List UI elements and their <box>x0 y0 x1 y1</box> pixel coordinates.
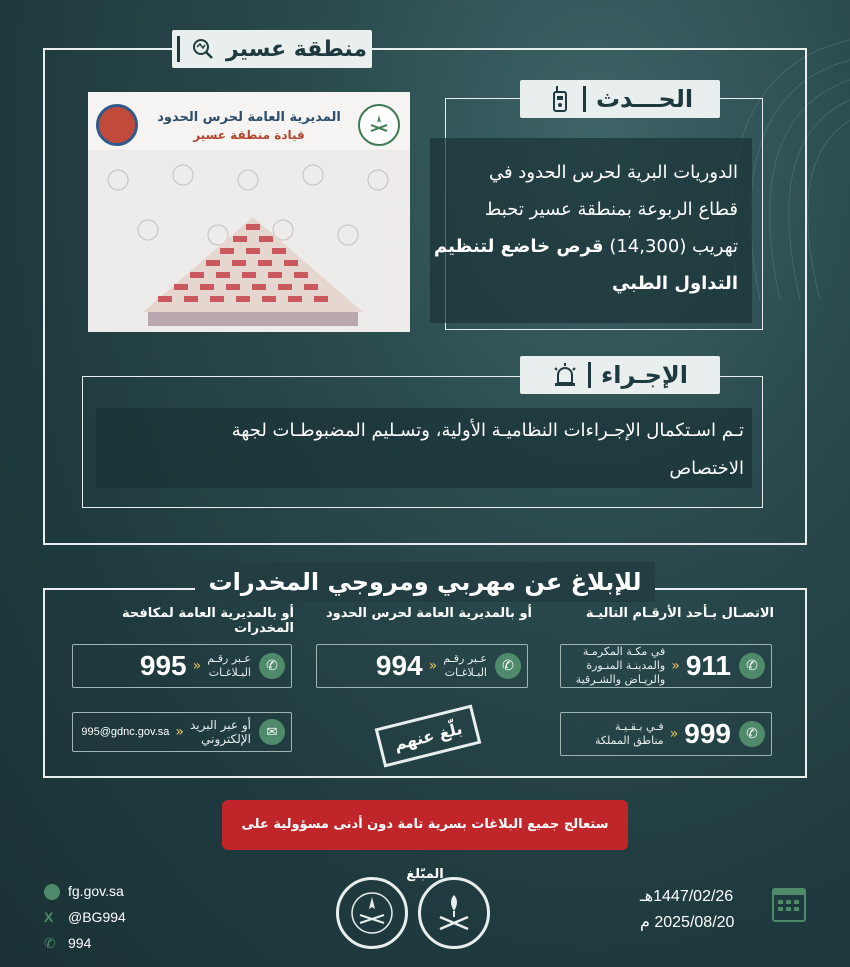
map-search-icon <box>190 36 216 62</box>
region-title: منطقة عسير <box>226 36 367 62</box>
email-box[interactable] <box>72 712 292 752</box>
event-line-4: التداول الطبي <box>612 273 738 294</box>
chevron-double-icon: « <box>428 658 438 674</box>
phone-icon: ✆ <box>259 653 285 679</box>
tag-divider <box>177 36 180 62</box>
action-title: الإجـراء <box>600 361 689 389</box>
gregorian-date: 2025/08/20 م <box>640 914 735 931</box>
border-guard-emblem-icon <box>336 877 408 949</box>
website-link[interactable]: fg.gov.sa <box>44 878 194 904</box>
report-col1-heading: الاتصـال بـأحد الأرقـام التاليـة <box>585 606 774 621</box>
tag-divider <box>583 86 586 112</box>
action-line-2: الاختصاص <box>669 458 744 479</box>
email-address[interactable]: 995@gdnc.gov.sa <box>81 726 170 738</box>
number-994: 994 <box>375 650 423 681</box>
seizure-photo <box>88 92 410 332</box>
phone-icon: ✆ <box>495 653 521 679</box>
email-desc: أو عبر البريد الإلكتروني <box>189 718 251 746</box>
hijri-date: 1447/02/26هـ <box>640 888 734 905</box>
phone-link[interactable]: ✆ 994 <box>44 930 194 956</box>
border-guard-emblem-icon <box>96 104 138 146</box>
number-999-box[interactable] <box>560 712 772 756</box>
region-tag <box>172 30 372 68</box>
action-tag <box>520 356 720 394</box>
seized-pills-pile <box>128 212 378 332</box>
action-line-1: تـم اسـتكمال الإجـراءات النظاميـة الأولية، وتسـليم المضبوطـات لجهة <box>231 420 744 441</box>
saudi-emblem-icon <box>418 877 490 949</box>
number-995-desc: عـبر رقـم البـلاغـات <box>207 652 251 679</box>
siren-icon <box>552 362 578 388</box>
email-icon: ✉ <box>259 719 285 745</box>
radio-walkie-icon <box>547 86 573 112</box>
number-911-desc: في مكـة المكرمـة والمدينـة المنـورة والريـاض والشـرقية <box>575 645 666 686</box>
chevron-double-icon: « <box>671 658 680 674</box>
confidentiality-notice: ستعالج جميع البلاغات بسرية تامة دون أدنى مسؤولية على المبّلغ <box>222 800 628 850</box>
phone-icon: ✆ <box>739 721 765 747</box>
phone-icon: ✆ <box>739 653 765 679</box>
number-999-desc: فـي بـقـيـة مناطق المملكة <box>594 720 664 747</box>
globe-icon <box>44 884 60 900</box>
event-tag <box>520 80 720 118</box>
event-card <box>430 138 752 323</box>
photo-org-name: المديرية العامة لحرس الحدود <box>157 110 341 125</box>
chevron-double-icon: « <box>175 724 184 740</box>
footer-contacts <box>44 878 194 956</box>
event-line-3: تهريب (14,300) قرص خاضع لتنظيم <box>433 236 738 257</box>
event-line-2: قطاع الربوعة بمنطقة عسير تحبط <box>484 199 738 220</box>
calendar-icon <box>772 888 806 922</box>
phone-icon: ✆ <box>44 935 56 951</box>
chevron-double-icon: « <box>192 658 202 674</box>
chevron-double-icon: « <box>669 726 679 742</box>
number-994-desc: عـبر رقـم البـلاغـات <box>443 652 487 679</box>
number-911-box[interactable] <box>560 644 772 688</box>
action-card <box>96 408 752 488</box>
number-911: 911 <box>685 650 731 681</box>
number-995: 995 <box>139 650 187 681</box>
number-999: 999 <box>684 718 731 749</box>
number-995-box[interactable] <box>72 644 292 688</box>
photo-command: قيادة منطقة عسير <box>193 128 305 142</box>
footer-dates <box>640 884 770 936</box>
number-994-box[interactable] <box>316 644 528 688</box>
twitter-link[interactable]: X @BG994 <box>44 904 194 930</box>
report-col2-heading: أو بالمديرية العامة لحرس الحدود <box>326 606 532 621</box>
saudi-emblem-icon <box>358 104 400 146</box>
report-stamp: بلّغ عنهم <box>375 704 482 767</box>
report-col3-heading: أو بالمديرية العامة لمكافحة المخدرات <box>121 606 294 636</box>
event-line-1: الدوريات البرية لحرس الحدود في <box>488 162 738 183</box>
tag-divider <box>588 362 591 388</box>
event-title: الحـــدث <box>595 85 694 113</box>
report-title: للإبلاغ عن مهربي ومروجي المخدرات <box>195 562 655 602</box>
x-logo-icon: X <box>44 909 54 925</box>
